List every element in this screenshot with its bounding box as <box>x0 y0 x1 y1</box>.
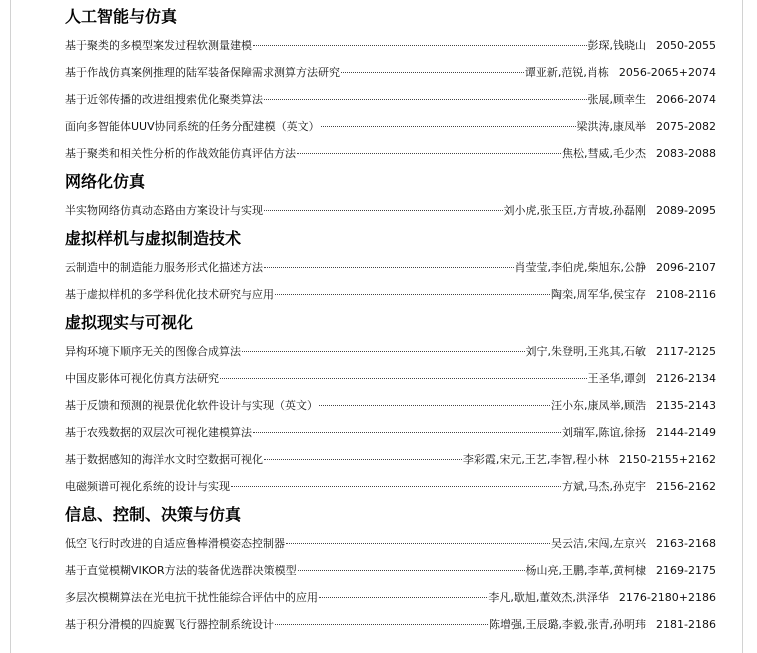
toc-entry[interactable] <box>65 446 716 473</box>
article-authors: 焦松,彗威,毛少杰 <box>562 147 647 160</box>
section-title: 人工智能与仿真 <box>65 7 178 26</box>
toc-entry[interactable] <box>65 530 716 557</box>
article-authors: 刘小虎,张玉臣,方青坡,孙磊刚 <box>503 204 647 217</box>
article-pages: 2169-2175 <box>656 564 716 577</box>
toc-entry[interactable] <box>65 365 716 392</box>
article-title-link[interactable]: 中国皮影体可视化仿真方法研究 <box>65 372 219 385</box>
article-pages: 2083-2088 <box>656 147 716 160</box>
dotted-leader <box>319 405 550 406</box>
article-title-link[interactable]: 低空飞行时改进的自适应鲁棒滑模姿态控制器 <box>65 537 285 550</box>
toc-entry[interactable] <box>65 86 716 113</box>
toc-entry[interactable] <box>65 197 716 224</box>
article-pages: 2117-2125 <box>656 345 716 358</box>
article-pages: 2066-2074 <box>656 93 716 106</box>
section-entry-list <box>65 530 716 638</box>
article-pages: 2163-2168 <box>656 537 716 550</box>
article-pages: 2176-2180+2186 <box>618 591 716 604</box>
article-pages: 2150-2155+2162 <box>618 453 716 466</box>
toc-entry[interactable] <box>65 113 716 140</box>
toc-entry[interactable] <box>65 392 716 419</box>
article-pages: 2144-2149 <box>656 426 716 439</box>
article-authors: 吴云洁,宋闯,左京兴 <box>551 537 647 550</box>
section-title: 网络化仿真 <box>65 172 146 191</box>
dotted-leader <box>231 486 561 487</box>
toc-entry[interactable] <box>65 254 716 281</box>
article-title-link[interactable]: 电磁频谱可视化系统的设计与实现 <box>65 480 230 493</box>
article-authors: 陈增强,王辰璐,李毅,张青,孙明玮 <box>489 618 647 631</box>
article-title-link[interactable]: 异构环境下顺序无关的图像合成算法 <box>65 345 241 358</box>
article-authors: 方斌,马杰,孙克宇 <box>562 480 647 493</box>
article-pages: 2156-2162 <box>656 480 716 493</box>
article-authors: 王圣华,谭剑 <box>587 372 647 385</box>
toc-content <box>65 6 716 642</box>
article-title-link[interactable]: 基于农残数据的双层次可视化建模算法 <box>65 426 252 439</box>
article-authors: 李彩霞,宋元,王艺,李智,程小林 <box>462 453 609 466</box>
article-title-link[interactable]: 基于聚类和相关性分析的作战效能仿真评估方法 <box>65 147 296 160</box>
section-title: 信息、控制、决策与仿真 <box>65 505 242 524</box>
article-authors: 杨山亮,王鹏,李革,黄柯棣 <box>525 564 647 577</box>
toc-entry[interactable] <box>65 473 716 500</box>
article-title-link[interactable]: 基于聚类的多模型案发过程软测量建模 <box>65 39 252 52</box>
section-title: 虚拟样机与虚拟制造技术 <box>65 229 242 248</box>
article-authors: 梁洪涛,康凤举 <box>576 120 647 133</box>
article-title-link[interactable]: 半实物网络仿真动态路由方案设计与实现 <box>65 204 263 217</box>
section-title: 虚拟现实与可视化 <box>65 313 194 332</box>
article-pages: 2108-2116 <box>656 288 716 301</box>
article-title-link[interactable]: 基于近邻传播的改进组搜索优化聚类算法 <box>65 93 263 106</box>
article-authors: 肖莹莹,李伯虎,柴旭东,公静 <box>514 261 647 274</box>
dotted-leader <box>253 432 561 433</box>
article-authors: 张展,顾幸生 <box>587 93 647 106</box>
section-entry-list <box>65 338 716 500</box>
toc-entry[interactable] <box>65 419 716 446</box>
article-authors: 彭琛,钱晓山 <box>587 39 647 52</box>
toc-entry[interactable] <box>65 32 716 59</box>
dotted-leader <box>286 543 550 544</box>
article-pages: 2126-2134 <box>656 372 716 385</box>
article-authors: 李凡,歇旭,董效杰,洪泽华 <box>488 591 609 604</box>
dotted-leader <box>242 351 525 352</box>
toc-entry[interactable] <box>65 338 716 365</box>
article-pages: 2089-2095 <box>656 204 716 217</box>
article-pages: 2096-2107 <box>656 261 716 274</box>
article-title-link[interactable]: 基于虚拟样机的多学科优化技术研究与应用 <box>65 288 274 301</box>
dotted-leader <box>264 267 514 268</box>
article-authors: 汪小东,康凤举,顾浩 <box>551 399 647 412</box>
dotted-leader <box>264 210 503 211</box>
dotted-leader <box>264 99 587 100</box>
toc-page <box>10 0 743 653</box>
toc-entry[interactable] <box>65 59 716 86</box>
article-authors: 刘宁,朱登明,王兆其,石敏 <box>525 345 647 358</box>
article-title-link[interactable]: 基于反馈和预测的视景优化软件设计与实现（英文） <box>65 399 318 412</box>
article-title-link[interactable]: 面向多智能体UUV协同系统的任务分配建模（英文） <box>65 120 320 133</box>
section-entry-list <box>65 197 716 224</box>
dotted-leader <box>275 624 488 625</box>
article-authors: 谭亚新,范锐,肖栋 <box>524 66 609 79</box>
article-title-link[interactable]: 云制造中的制造能力服务形式化描述方法 <box>65 261 263 274</box>
article-title-link[interactable]: 基于直觉模糊VIKOR方法的装备优选群决策模型 <box>65 564 297 577</box>
article-title-link[interactable]: 基于作战仿真案例推理的陆军装备保障需求测算方法研究 <box>65 66 340 79</box>
dotted-leader <box>297 153 561 154</box>
dotted-leader <box>298 570 525 571</box>
article-title-link[interactable]: 多层次模糊算法在光电抗干扰性能综合评估中的应用 <box>65 591 318 604</box>
dotted-leader <box>220 378 587 379</box>
article-authors: 陶栾,周军华,侯宝存 <box>551 288 647 301</box>
section-entry-list <box>65 254 716 308</box>
section-entry-list <box>65 32 716 167</box>
article-pages: 2135-2143 <box>656 399 716 412</box>
article-pages: 2056-2065+2074 <box>618 66 716 79</box>
article-authors: 刘瑞军,陈谊,徐扬 <box>562 426 647 439</box>
toc-entry[interactable] <box>65 611 716 638</box>
dotted-leader <box>341 72 524 73</box>
dotted-leader <box>319 597 487 598</box>
article-title-link[interactable]: 基于积分滑模的四旋翼飞行器控制系统设计 <box>65 618 274 631</box>
dotted-leader <box>275 294 550 295</box>
toc-entry[interactable] <box>65 557 716 584</box>
toc-entry[interactable] <box>65 584 716 611</box>
dotted-leader <box>253 45 587 46</box>
article-pages: 2181-2186 <box>656 618 716 631</box>
toc-entry[interactable] <box>65 140 716 167</box>
article-title-link[interactable]: 基于数据感知的海洋水文时空数据可视化 <box>65 453 263 466</box>
toc-entry[interactable] <box>65 281 716 308</box>
article-pages: 2050-2055 <box>656 39 716 52</box>
article-pages: 2075-2082 <box>656 120 716 133</box>
dotted-leader <box>321 126 576 127</box>
dotted-leader <box>264 459 462 460</box>
